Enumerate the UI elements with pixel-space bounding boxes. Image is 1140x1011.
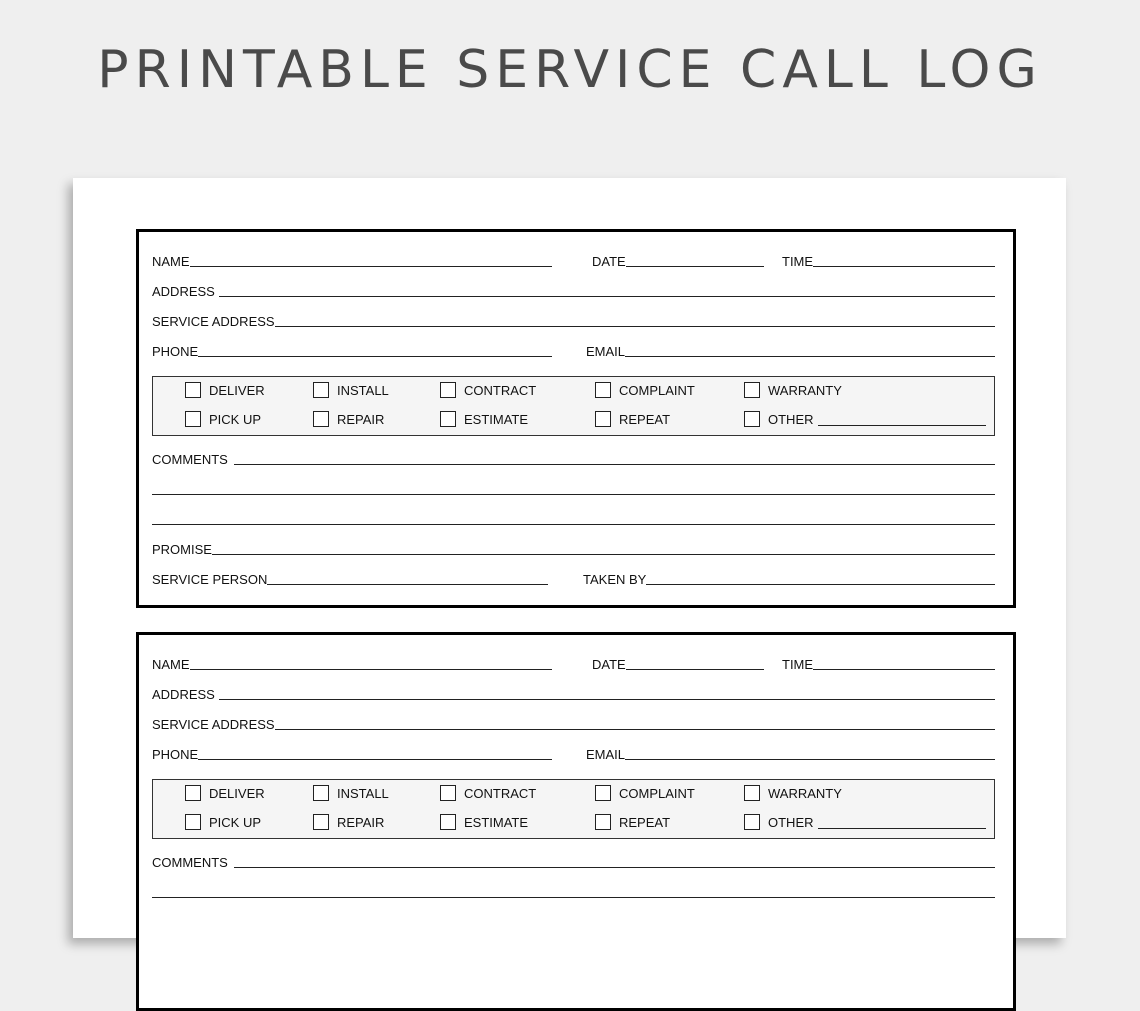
time-label: TIME — [782, 254, 814, 269]
comments-line-2[interactable] — [152, 494, 995, 495]
checkbox[interactable] — [595, 411, 611, 427]
option-pick-up[interactable] — [185, 814, 261, 830]
email-line[interactable] — [625, 356, 995, 357]
option-install[interactable] — [313, 382, 389, 398]
checkbox[interactable] — [440, 382, 456, 398]
option-label: CONTRACT — [464, 382, 537, 398]
comments-label: COMMENTS — [152, 855, 228, 870]
option-label: REPEAT — [619, 814, 671, 830]
option-repair[interactable] — [313, 411, 384, 427]
checkbox[interactable] — [595, 382, 611, 398]
name-label: NAME — [152, 657, 190, 672]
time-line[interactable] — [813, 669, 995, 670]
checkbox[interactable] — [440, 411, 456, 427]
service-person-field[interactable] — [152, 566, 548, 588]
service-address-line[interactable] — [275, 326, 995, 327]
other-line[interactable] — [818, 816, 986, 829]
checkbox[interactable] — [185, 785, 201, 801]
service-address-label: SERVICE ADDRESS — [152, 717, 275, 732]
checkbox[interactable] — [595, 814, 611, 830]
option-repair[interactable] — [313, 814, 384, 830]
comments-label: COMMENTS — [152, 452, 228, 467]
name-label: NAME — [152, 254, 190, 269]
other-line[interactable] — [818, 413, 986, 426]
option-label: INSTALL — [337, 785, 389, 801]
comments-line[interactable] — [234, 464, 995, 465]
option-warranty[interactable] — [744, 785, 842, 801]
time-line[interactable] — [813, 266, 995, 267]
page-title: PRINTABLE SERVICE CALL LOG — [97, 40, 1043, 100]
option-label: PICK UP — [209, 411, 262, 427]
checkbox[interactable] — [595, 785, 611, 801]
email-field[interactable] — [586, 741, 995, 763]
option-complaint[interactable] — [595, 382, 695, 398]
option-estimate[interactable] — [440, 411, 528, 427]
option-other[interactable] — [744, 814, 986, 830]
date-label: DATE — [592, 657, 626, 672]
option-contract[interactable] — [440, 382, 536, 398]
option-contract[interactable] — [440, 785, 536, 801]
taken-by-field[interactable] — [583, 566, 995, 588]
service-person-line[interactable] — [267, 584, 548, 585]
option-label: REPAIR — [337, 814, 385, 830]
promise-field[interactable] — [152, 536, 995, 558]
option-repeat[interactable] — [595, 814, 670, 830]
time-field[interactable] — [782, 651, 995, 673]
name-line[interactable] — [190, 266, 552, 267]
option-label: REPEAT — [619, 411, 671, 427]
phone-label: PHONE — [152, 747, 199, 762]
option-label: ESTIMATE — [464, 814, 529, 830]
option-label: COMPLAINT — [619, 785, 695, 801]
option-pick-up[interactable] — [185, 411, 261, 427]
option-other[interactable] — [744, 411, 986, 427]
service-address-line[interactable] — [275, 729, 995, 730]
comments-line[interactable] — [234, 867, 995, 868]
name-field[interactable] — [152, 651, 552, 673]
name-field[interactable] — [152, 248, 552, 270]
email-label: EMAIL — [586, 344, 626, 359]
date-field[interactable] — [592, 248, 764, 270]
phone-line[interactable] — [198, 356, 552, 357]
comments-field[interactable] — [152, 446, 995, 468]
taken-by-line[interactable] — [646, 584, 995, 585]
service-address-label: SERVICE ADDRESS — [152, 314, 275, 329]
option-label: OTHER — [768, 411, 814, 427]
checkbox[interactable] — [440, 814, 456, 830]
email-field[interactable] — [586, 338, 995, 360]
option-label: ESTIMATE — [464, 411, 529, 427]
checkbox[interactable] — [744, 814, 760, 830]
checkbox[interactable] — [185, 382, 201, 398]
checkbox[interactable] — [185, 814, 201, 830]
checkbox[interactable] — [744, 785, 760, 801]
name-line[interactable] — [190, 669, 552, 670]
option-label: COMPLAINT — [619, 382, 695, 398]
checkbox[interactable] — [744, 382, 760, 398]
option-deliver[interactable] — [185, 785, 265, 801]
option-warranty[interactable] — [744, 382, 842, 398]
service-address-field[interactable] — [152, 711, 995, 733]
service-call-form-2 — [136, 632, 1016, 1011]
phone-line[interactable] — [198, 759, 552, 760]
option-complaint[interactable] — [595, 785, 695, 801]
option-label: DELIVER — [209, 785, 265, 801]
date-field[interactable] — [592, 651, 764, 673]
time-field[interactable] — [782, 248, 995, 270]
log-sheet — [73, 178, 1066, 938]
phone-label: PHONE — [152, 344, 199, 359]
service-type-panel — [152, 376, 995, 436]
service-person-label: SERVICE PERSON — [152, 572, 268, 587]
option-label: WARRANTY — [768, 785, 842, 801]
comments-line-2[interactable] — [152, 897, 995, 898]
checkbox[interactable] — [744, 411, 760, 427]
option-label: PICK UP — [209, 814, 262, 830]
date-line[interactable] — [626, 266, 764, 267]
option-label: REPAIR — [337, 411, 385, 427]
checkbox[interactable] — [440, 785, 456, 801]
promise-label: PROMISE — [152, 542, 212, 557]
checkbox[interactable] — [313, 814, 329, 830]
option-label: CONTRACT — [464, 785, 537, 801]
address-line[interactable] — [219, 699, 995, 700]
option-label: WARRANTY — [768, 382, 842, 398]
address-line[interactable] — [219, 296, 995, 297]
option-estimate[interactable] — [440, 814, 528, 830]
option-label: DELIVER — [209, 382, 265, 398]
option-label: INSTALL — [337, 382, 389, 398]
checkbox[interactable] — [313, 411, 329, 427]
option-repeat[interactable] — [595, 411, 670, 427]
date-label: DATE — [592, 254, 626, 269]
phone-field[interactable] — [152, 338, 552, 360]
option-label: OTHER — [768, 814, 814, 830]
checkbox[interactable] — [185, 411, 201, 427]
checkbox[interactable] — [313, 785, 329, 801]
address-label: ADDRESS — [152, 284, 215, 299]
taken-by-label: TAKEN BY — [583, 572, 647, 587]
service-type-panel — [152, 779, 995, 839]
option-install[interactable] — [313, 785, 389, 801]
service-call-form-1 — [136, 229, 1016, 608]
comments-line-3[interactable] — [152, 524, 995, 525]
email-line[interactable] — [625, 759, 995, 760]
time-label: TIME — [782, 657, 814, 672]
address-field[interactable] — [152, 278, 995, 300]
comments-field[interactable] — [152, 849, 995, 871]
checkbox[interactable] — [313, 382, 329, 398]
address-field[interactable] — [152, 681, 995, 703]
address-label: ADDRESS — [152, 687, 215, 702]
promise-line[interactable] — [212, 554, 995, 555]
option-deliver[interactable] — [185, 382, 265, 398]
date-line[interactable] — [626, 669, 764, 670]
service-address-field[interactable] — [152, 308, 995, 330]
phone-field[interactable] — [152, 741, 552, 763]
email-label: EMAIL — [586, 747, 626, 762]
